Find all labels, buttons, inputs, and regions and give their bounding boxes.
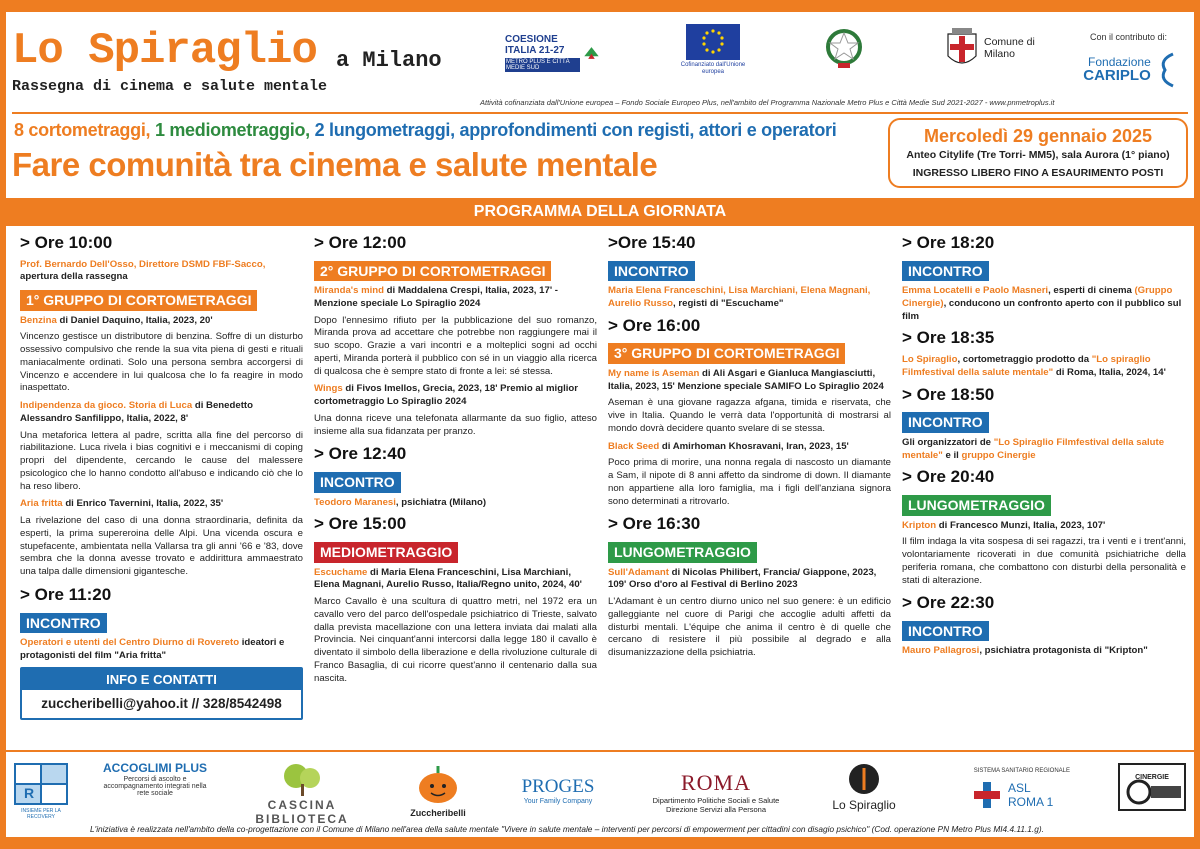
svg-text:R: R [24, 785, 35, 801]
header [0, 12, 1200, 107]
footer-divider [0, 750, 1200, 752]
guests: Operatori e utenti del Centro Diurno di Rovereto ideatori e protagonisti del film "Aria fritta" [20, 637, 285, 661]
section-label: LUNGOMETRAGGIO [608, 542, 757, 563]
event-info-box [888, 118, 1188, 188]
headline: Fare comunità tra cinema e salute mentale [12, 146, 658, 183]
funding-note: Attività cofinanziata dall'Unione europea – Fondo Sociale Europeo Plus, nell'ambito del Programma Nazionale Metro Plus e Città Medie Sud 2021-2027 - www.pnmetroplus.it [480, 98, 1055, 107]
time-slot: > Ore 12:40 [314, 444, 407, 464]
guests: Teodoro Maranesi, psichiatra (Milano) [314, 496, 487, 508]
film-title: Black Seed di Amirhoman Khosravani, Iran, 2023, 15' [608, 440, 849, 452]
tagline: 8 cortometraggi, 1 mediometraggio, 2 lungometraggi, approfondimenti con registi, attori e operatori [14, 120, 837, 140]
time-slot: > Ore 10:00 [20, 233, 113, 252]
film-title: Aria fritta di Enrico Tavernini, Italia, 2022, 35' [20, 498, 224, 510]
time-slot: >Ore 15:40 [608, 233, 696, 252]
contact-box [20, 667, 303, 720]
section-label: INCONTRO [902, 621, 989, 642]
film-synopsis: Aseman è una giovane ragazza afgana, timida e riservata, che vive in Italia. Quando le verrà data l'opportunità di mostrarsi al mondo dovrà decidere quanto svelare di se stessa. [608, 397, 891, 434]
section-label: INCONTRO [314, 472, 401, 493]
event-entry: INGRESSO LIBERO FINO A ESAURIMENTO POSTI [912, 167, 1164, 179]
section-label: INCONTRO [20, 613, 107, 634]
time-slot: > Ore 15:00 [314, 514, 407, 534]
asl-roma1-logo: SISTEMA SANITARIO REGIONALE ASL ROMA 1 [973, 768, 1070, 809]
program-column-4 [902, 232, 1186, 662]
roma-logo: ROMA Dipartimento Politiche Sociali e Salute Direzione Servizi alla Persona [652, 770, 780, 814]
cascina-biblioteca-logo: CASCINA BIBLIOTECA [232, 762, 372, 826]
cariplo-logo: Fondazione CARIPLO [1076, 48, 1186, 92]
lo-spiraglio-logo: Lo Spiraglio [814, 762, 914, 812]
program-banner: PROGRAMMA DELLA GIORNATA [0, 198, 1200, 226]
section-label: 1° GRUPPO DI CORTOMETRAGGI [20, 290, 257, 311]
time-slot: > Ore 12:00 [314, 233, 407, 252]
film-synopsis: Vincenzo gestisce un distributore di benzina. Soffre di un disturbo ossessivo compulsivo che rende la sua vita piena di gesti e rituali maniacalmente ordinati. Solo una persona sembra accorgersi di Vincenzo e accendere in lui qualcosa che lo fa reagire in modo inaspettato. [20, 331, 303, 394]
time-slot: > Ore 16:30 [608, 514, 701, 534]
section-label: 2° GRUPPO DI CORTOMETRAGGI [314, 261, 551, 282]
film-title: Kripton di Francesco Munzi, Italia, 2023, 107' [902, 519, 1106, 531]
guests: Maria Elena Franceschini, Lisa Marchiani, Elena Magnani, Aurelio Russo, registi di "Escuchame" [608, 285, 871, 309]
section-label: INCONTRO [902, 261, 989, 282]
film-title: Sull'Adamant di Nicolas Philibert, Francia/ Giappone, 2023, 109' Orso d'oro al Festival di Berlino 2023 [608, 566, 877, 591]
contrib-label: Con il contributo di: [1090, 32, 1168, 42]
title-suffix: a Milano [336, 48, 442, 73]
film-synopsis: La rivelazione del caso di una donna straordinaria, definita da esperti, la prima supereroina delle Alpi. Una vicenda oscura e stupefacente, ambientata nella Vallarsa tra gli anni '66 e '83, dove sembra che la donna avesse trovato e addirittura ammaestrato una talpa dalle dimensioni gigantesche. [20, 515, 303, 578]
guests: Mauro Pallagrosi, psichiatra protagonista di "Kripton" [902, 645, 1148, 657]
footer-note: L'iniziativa è realizzata nell'ambito della co-progettazione con il Comune di Milano nell'area della salute mentale "Vivere in salute mentale – interventi per percorsi di empowerment per cittadini con disagio psichico" (Cod. operazione PN Metro Plus MI4.4.11.1.g). [90, 824, 1044, 834]
proges-logo: PROGES Your Family Company [521, 776, 595, 805]
section-label: MEDIOMETRAGGIO [314, 542, 458, 563]
opening-speaker: Prof. Bernardo Dell'Osso, Direttore DSMD FBF-Sacco, apertura della rassegna [20, 258, 266, 283]
header-divider [12, 112, 1188, 114]
time-slot: > Ore 11:20 [20, 584, 112, 604]
accoglimi-plus-logo: ACCOGLIMI PLUS Percorsi di ascolto e accompagnamento integrati nella rete sociale [103, 761, 207, 797]
guests: Emma Locatelli e Paolo Masneri, esperti di cinema (Gruppo Cinergie), conducono un confronto aperto con il pubblico sul film [902, 285, 1182, 322]
time-slot: > Ore 18:20 [902, 233, 995, 252]
contact-heading: INFO E CONTATTI [22, 669, 301, 690]
recovery-logo: R INSIEME PER LA RECOVERY [8, 762, 74, 820]
time-slot: > Ore 22:30 [902, 593, 995, 613]
film-synopsis: Una donna riceve una telefonata allarmante da suo figlio, atteso insieme alla sua fidanzata per pranzo. [314, 412, 597, 437]
cinergie-logo: CINERGIE [1112, 762, 1192, 781]
coesione-logo: COESIONE ITALIA 21-27 METRO PLUS E CITTÀ MEDIE SUD [505, 28, 600, 78]
program-column-3 [608, 232, 891, 665]
time-slot: > Ore 18:50 [902, 384, 995, 404]
film-title: Benzina di Daniel Daquino, Italia, 2023, 20' [20, 314, 213, 326]
section-label: INCONTRO [902, 412, 989, 433]
film-title: Lo Spiraglio, cortometraggio prodotto da "Lo spiraglio Filmfestival della salute mentale" di Roma, Italia, 2024, 14' [902, 354, 1166, 378]
film-title: Wings di Fivos Imellos, Grecia, 2023, 18' Premio al miglior cortometraggio Lo Spiraglio 2024 [314, 383, 578, 408]
program-column-2 [314, 232, 597, 690]
italy-emblem-icon [820, 22, 868, 74]
time-slot: > Ore 18:35 [902, 328, 995, 348]
film-synopsis: Il film indaga la vita sospesa di sei ragazzi, tra i venti e i trent'anni, volontariamente ricoverati in due comunità psichiatriche della periferia romana, che combattono con disturbi della personalità e stati di alterazione. [902, 536, 1186, 586]
film-title: Miranda's mind di Maddalena Crespi, Italia, 2023, 17' - Menzione speciale Lo Spiraglio 2024 [314, 285, 558, 309]
film-synopsis: L'Adamant è un centro diurno unico nel suo genere: è un edificio galleggiante nel cuore di Parigi che accoglie adulti affetti da disturbi mentali. L'équipe che anima il centro è di quelle che cercano di resistere il più possibile al degrado e alla disumanizzazione della psichiatria. [608, 596, 891, 659]
film-synopsis: Dopo l'ennesimo rifiuto per la pubblicazione del suo romanzo, Miranda prova ad accettare che potrebbe non raggiungere mai il suo scopo. Grazie a vari incontri e a molteplici sogni ad occhi aperti, Miranda porterà il pubblico con sé in un viaggio alla ricerca di qualcosa che è sempre stato di fronte a lei: sé stessa. [314, 314, 597, 377]
section-label: INCONTRO [608, 261, 695, 282]
main-title: Lo Spiraglio [12, 26, 317, 76]
eu-logo: Cofinanziato dall'Unione europea [680, 18, 746, 82]
right-border [1194, 0, 1200, 849]
time-slot: > Ore 16:00 [608, 315, 701, 335]
contact-email-phone[interactable]: zuccheribelli@yahoo.it // 328/8542498 [41, 695, 282, 711]
section-label: 3° GRUPPO DI CORTOMETRAGGI [608, 343, 845, 364]
film-title: Indipendenza da gioco. Storia di Luca di Benedetto Alessandro Sanfilippo, Italia, 2022, 8' [20, 400, 253, 424]
comune-milano-logo: Comune di Milano [944, 24, 1044, 74]
subtitle: Rassegna di cinema e salute mentale [12, 78, 328, 95]
guests: Gli organizzatori de "Lo Spiraglio Filmfestival della salute mentale" e il gruppo Cinergie [902, 436, 1165, 461]
event-location: Anteo Citylife (Tre Torri- MM5), sala Aurora (1° piano) [906, 149, 1170, 161]
left-border [0, 0, 6, 849]
film-title: Escuchame di Maria Elena Franceschini, Lisa Marchiani, Elena Magnani, Aurelio Russo, Italia/Regno unito, 2024, 40' [314, 566, 582, 591]
event-date: Mercoledì 29 gennaio 2025 [923, 126, 1153, 146]
section-label: LUNGOMETRAGGIO [902, 495, 1051, 516]
film-title: My name is Aseman di Ali Asgari e Gianluca Mangiasciutti, Italia, 2023, 15' Menzione speciale SAMIFO Lo Spiraglio 2024 [608, 367, 884, 392]
film-synopsis: Una metaforica lettera al padre, scritta alla fine del percorso di riabilitazione. Luca rivela i bias cognitivi e i meccanismi di coping propri del dipendente, cercando le cause del malessere psicologico che lo hanno condotto all'abuso e indicando ciò che lo ha reso libero. [20, 429, 303, 492]
program-column-1 [20, 232, 303, 720]
time-slot: > Ore 20:40 [902, 467, 995, 487]
zuccheribelli-logo: Zuccheribelli [400, 762, 476, 818]
film-synopsis: Poco prima di morire, una nonna regala di nascosto un diamante a Sam, il nipote di 8 anni affetto da sindrome di down. Il diamante non appartiene alla loro famiglia, ma i figli dell'anziana signora sono determinati a ritrovarlo. [608, 457, 891, 507]
film-synopsis: Marco Cavallo è una scultura di quattro metri, nel 1972 era un cavallo vero del parco dell'ospedale psichiatrico di Trieste, salvato dalla prevista macellazione con una lettera inviata dai malati alla Provincia. Nei cinquant'anni intercorsi dalla legge 180 il cavallo è diventato il simbolo della liberazione e della rivoluzione culturale di Franco Basaglia, di cui ricorre quest'anno il centenario dalla sua nascita. [314, 596, 597, 684]
